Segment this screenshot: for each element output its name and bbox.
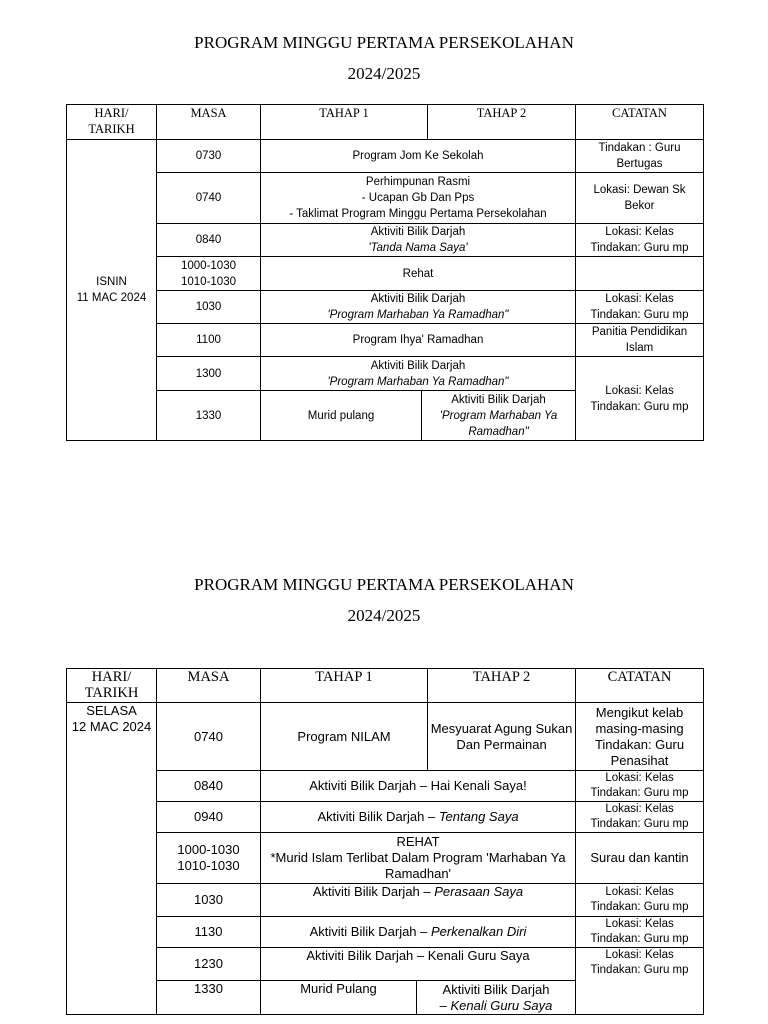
tahap2-cell: Aktiviti Bilik Darjah 'Program Marhaban Ya Ramadhan" [422, 391, 576, 441]
tahap1-cell: Murid Pulang [261, 981, 417, 1015]
time-cell: 1100 [157, 324, 261, 357]
activity-cell: Aktiviti Bilik Darjah – Hai Kenali Saya! [261, 771, 576, 802]
activity-cell: Program Jom Ke Sekolah [261, 140, 576, 173]
activity-cell: Aktiviti Bilik Darjah – Tentang Saya [261, 802, 576, 833]
activity-cell: Aktiviti Bilik Darjah – Kenali Guru Saya [261, 948, 576, 981]
table-row [67, 257, 704, 291]
activity-cell: Aktiviti Bilik Darjah – Perasaan Saya [261, 884, 576, 917]
note-cell: Lokasi: Kelas Tindakan: Guru mp [576, 917, 704, 948]
activity-cell: REHAT *Murid Islam Terlibat Dalam Program 'Marhaban Ya Ramadhan' [261, 833, 576, 884]
activity-cell: Aktiviti Bilik Darjah 'Tanda Nama Saya' [261, 224, 576, 257]
table-row [67, 224, 704, 257]
day-cell: SELASA 12 MAC 2024 [67, 703, 157, 1015]
page2-year: 2024/2025 [347, 606, 421, 625]
time-cell: 0740 [157, 173, 261, 224]
note-cell: Lokasi: Kelas Tindakan: Guru mp [576, 771, 704, 802]
time-cell: 0740 [157, 703, 261, 771]
table-row [67, 291, 704, 324]
page1-schedule-table [66, 104, 704, 441]
table-row [67, 917, 704, 948]
page2-schedule-table [66, 668, 704, 1015]
table-header-row [67, 669, 704, 703]
page1-title: PROGRAM MINGGU PERTAMA PERSEKOLAHAN [194, 33, 574, 52]
table-header-row [67, 105, 704, 140]
note-cell: Tindakan : Guru Bertugas [576, 140, 704, 173]
header-tahap2: TAHAP 2 [428, 105, 576, 140]
table-row [67, 357, 704, 391]
header-catatan: CATATAN [576, 105, 704, 140]
activity-cell: Perhimpunan Rasmi - Ucapan Gb Dan Pps - Taklimat Program Minggu Pertama Persekolahan [261, 173, 576, 224]
note-cell: Panitia Pendidikan Islam [576, 324, 704, 357]
note-cell: Mengikut kelab masing-masing Tindakan: Guru Penasihat [576, 703, 704, 771]
note-cell: Lokasi: Kelas Tindakan: Guru mp [576, 802, 704, 833]
time-cell: 0940 [157, 802, 261, 833]
table-row [67, 703, 704, 771]
time-cell: 0840 [157, 224, 261, 257]
header-hari-tarikh: HARI/ TARIKH [67, 669, 157, 703]
activity-cell: Aktiviti Bilik Darjah – Perkenalkan Diri [261, 917, 576, 948]
table-row [67, 833, 704, 884]
day-cell: ISNIN 11 MAC 2024 [67, 140, 157, 441]
note-cell: Lokasi: Kelas Tindakan: Guru mp [576, 291, 704, 324]
activity-cell: Rehat [261, 257, 576, 291]
time-cell: 0840 [157, 771, 261, 802]
time-cell: 1330 [157, 981, 261, 1015]
note-cell: Lokasi: Kelas Tindakan: Guru mp [576, 884, 704, 917]
table-row [67, 884, 704, 917]
tahap2-cell: Aktiviti Bilik Darjah – Kenali Guru Saya [417, 981, 576, 1015]
time-cell: 1030 [157, 291, 261, 324]
page2-title: PROGRAM MINGGU PERTAMA PERSEKOLAHAN [194, 575, 574, 594]
note-cell: Lokasi: Kelas Tindakan: Guru mp [576, 948, 704, 1015]
note-cell: Lokasi: Kelas Tindakan: Guru mp [576, 224, 704, 257]
note-cell: Surau dan kantin [576, 833, 704, 884]
table-row [67, 771, 704, 802]
time-cell: 1130 [157, 917, 261, 948]
tahap1-cell: Program NILAM [261, 703, 428, 771]
table-row [67, 948, 704, 981]
table-row [67, 140, 704, 173]
note-cell [576, 257, 704, 291]
header-tahap1: TAHAP 1 [261, 105, 428, 140]
activity-cell: Program Ihya' Ramadhan [261, 324, 576, 357]
tahap2-cell: Mesyuarat Agung Sukan Dan Permainan [428, 703, 576, 771]
header-tahap1: TAHAP 1 [261, 669, 428, 703]
note-cell: Lokasi: Dewan Sk Bekor [576, 173, 704, 224]
table-row [67, 802, 704, 833]
time-cell: 1330 [157, 391, 261, 441]
time-cell: 1300 [157, 357, 261, 391]
activity-cell: Aktiviti Bilik Darjah 'Program Marhaban Ya Ramadhan" [261, 357, 576, 391]
header-tahap2: TAHAP 2 [428, 669, 576, 703]
time-cell: 1030 [157, 884, 261, 917]
time-cell: 1000-1030 1010-1030 [157, 833, 261, 884]
table-row [67, 173, 704, 224]
page1-year: 2024/2025 [347, 64, 421, 83]
time-cell: 0730 [157, 140, 261, 173]
header-hari-tarikh: HARI/ TARIKH [67, 105, 157, 140]
time-cell: 1000-1030 1010-1030 [157, 257, 261, 291]
note-cell: Lokasi: Kelas Tindakan: Guru mp [576, 357, 704, 441]
time-cell: 1230 [157, 948, 261, 981]
tahap1-cell: Murid pulang [261, 391, 422, 441]
header-masa: MASA [157, 669, 261, 703]
header-catatan: CATATAN [576, 669, 704, 703]
header-masa: MASA [157, 105, 261, 140]
table-row [67, 324, 704, 357]
activity-cell: Aktiviti Bilik Darjah 'Program Marhaban Ya Ramadhan" [261, 291, 576, 324]
